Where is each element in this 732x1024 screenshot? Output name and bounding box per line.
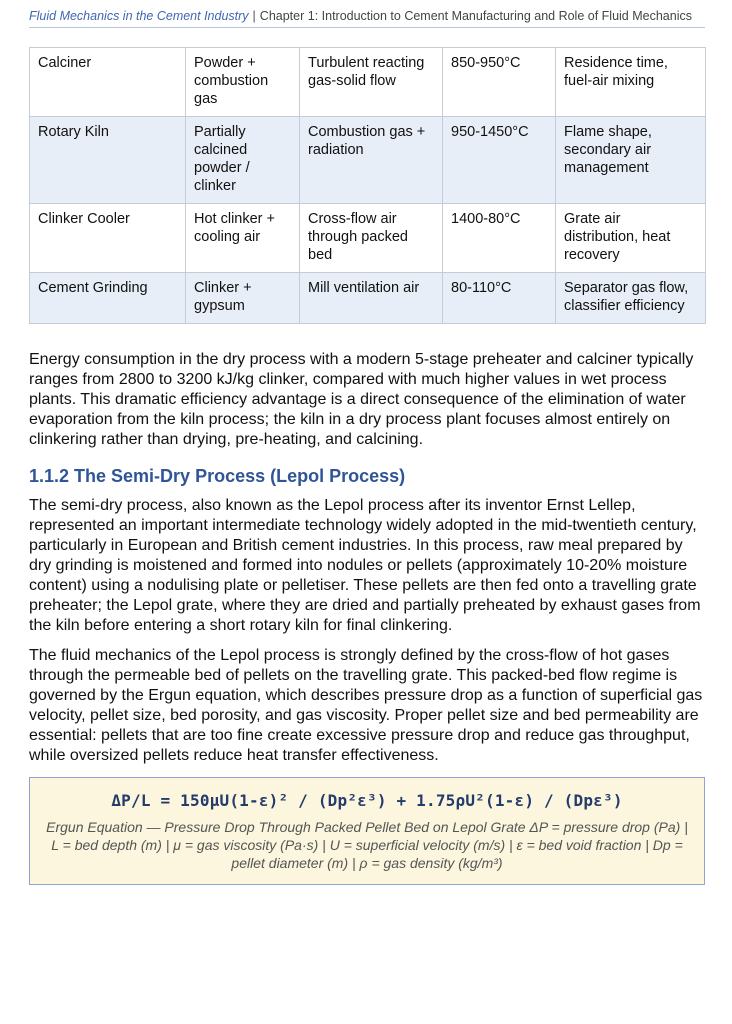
chapter-title: Chapter 1: Introduction to Cement Manufacturing and Role of Fluid Mechanics xyxy=(259,9,692,23)
paragraph-energy: Energy consumption in the dry process with a modern 5-stage preheater and calciner typically ranges from 2800 to 3200 kJ/kg clinker, compared with much higher values in wet process plants. This dramatic efficiency advantage is a direct consequence of the elimination of water evaporation from the kiln process; the kiln in a dry process plant focuses almost entirely on clinkering rather than drying, pre-heating, and calcining. xyxy=(29,351,694,448)
table-cell: Clinker Cooler xyxy=(30,204,186,273)
table-cell: 950-1450°C xyxy=(443,117,556,204)
table-cell: Turbulent reacting gas-solid flow xyxy=(300,48,443,117)
table-cell: Cross-flow air through packed bed xyxy=(300,204,443,273)
paragraph-fluid-mechanics: The fluid mechanics of the Lepol process is strongly defined by the cross-flow of hot gases through the permeable bed of pellets on the travelling grate. This packed-bed flow regime is governed by the Ergun equation, which describes pressure drop as a function of superficial gas velocity, pellet size, bed porosity, and gas viscosity. Proper pellet size and bed permeability are essential: pellets that are too fine create excessive pressure drop and reduce gas throughput, while oversized pellets reduce heat transfer effectiveness. xyxy=(29,647,703,764)
table-row xyxy=(30,48,706,117)
table-cell: Mill ventilation air xyxy=(300,273,443,324)
table-cell: Separator gas flow, classifier efficiency xyxy=(556,273,706,324)
table-cell: Hot clinker + cooling air xyxy=(186,204,300,273)
equation-caption: Ergun Equation — Pressure Drop Through Packed Pellet Bed on Lepol Grate ΔP = pressure drop (Pa) | L = bed depth (m) | μ = gas viscosity (Pa·s) | U = superficial velocity (m/s) | ε = bed void fraction | Dp = pellet diameter (m) | ρ = gas density (kg/m³) xyxy=(46,819,688,871)
table-row xyxy=(30,117,706,204)
table-cell: Powder + combustion gas xyxy=(186,48,300,117)
table-cell: Residence time, fuel-air mixing xyxy=(556,48,706,117)
table-cell: Combustion gas + radiation xyxy=(300,117,443,204)
ergun-equation: ΔP/L = 150μU(1-ε)² / (Dp²ε³) + 1.75ρU²(1-ε) / (Dpε³) xyxy=(111,791,623,810)
table-cell: 80-110°C xyxy=(443,273,556,324)
table-cell: Calciner xyxy=(30,48,186,117)
table-cell: 1400-80°C xyxy=(443,204,556,273)
page xyxy=(29,0,705,885)
table-cell: Grate air distribution, heat recovery xyxy=(556,204,706,273)
header-separator: | xyxy=(252,9,256,23)
table-row xyxy=(30,273,706,324)
table-cell: Flame shape, secondary air management xyxy=(556,117,706,204)
table-cell: 850-950°C xyxy=(443,48,556,117)
table-cell: Rotary Kiln xyxy=(30,117,186,204)
table-row xyxy=(30,204,706,273)
process-table xyxy=(29,47,706,324)
table-cell: Clinker + gypsum xyxy=(186,273,300,324)
equation-box xyxy=(29,777,705,885)
table-cell: Partially calcined powder / clinker xyxy=(186,117,300,204)
paragraph-semi-dry: The semi-dry process, also known as the Lepol process after its inventor Ernst Lellep, represented an important intermediate technology widely adopted in the mid-twentieth century, particularly in European and British cement industries. In this process, raw meal prepared by dry grinding is moistened and formed into nodules or pellets (approximately 10-20% moisture content) using a nodulising plate or pelletiser. These pellets are then fed onto a travelling grate preheater; the Lepol grate, where they are dried and partially preheated by exhaust gases from the kiln before entering a short rotary kiln for final clinkering. xyxy=(29,497,701,634)
section-heading: 1.1.2 The Semi-Dry Process (Lepol Process) xyxy=(29,466,406,486)
table-cell: Cement Grinding xyxy=(30,273,186,324)
book-title: Fluid Mechanics in the Cement Industry xyxy=(29,9,249,23)
running-header xyxy=(29,0,705,28)
